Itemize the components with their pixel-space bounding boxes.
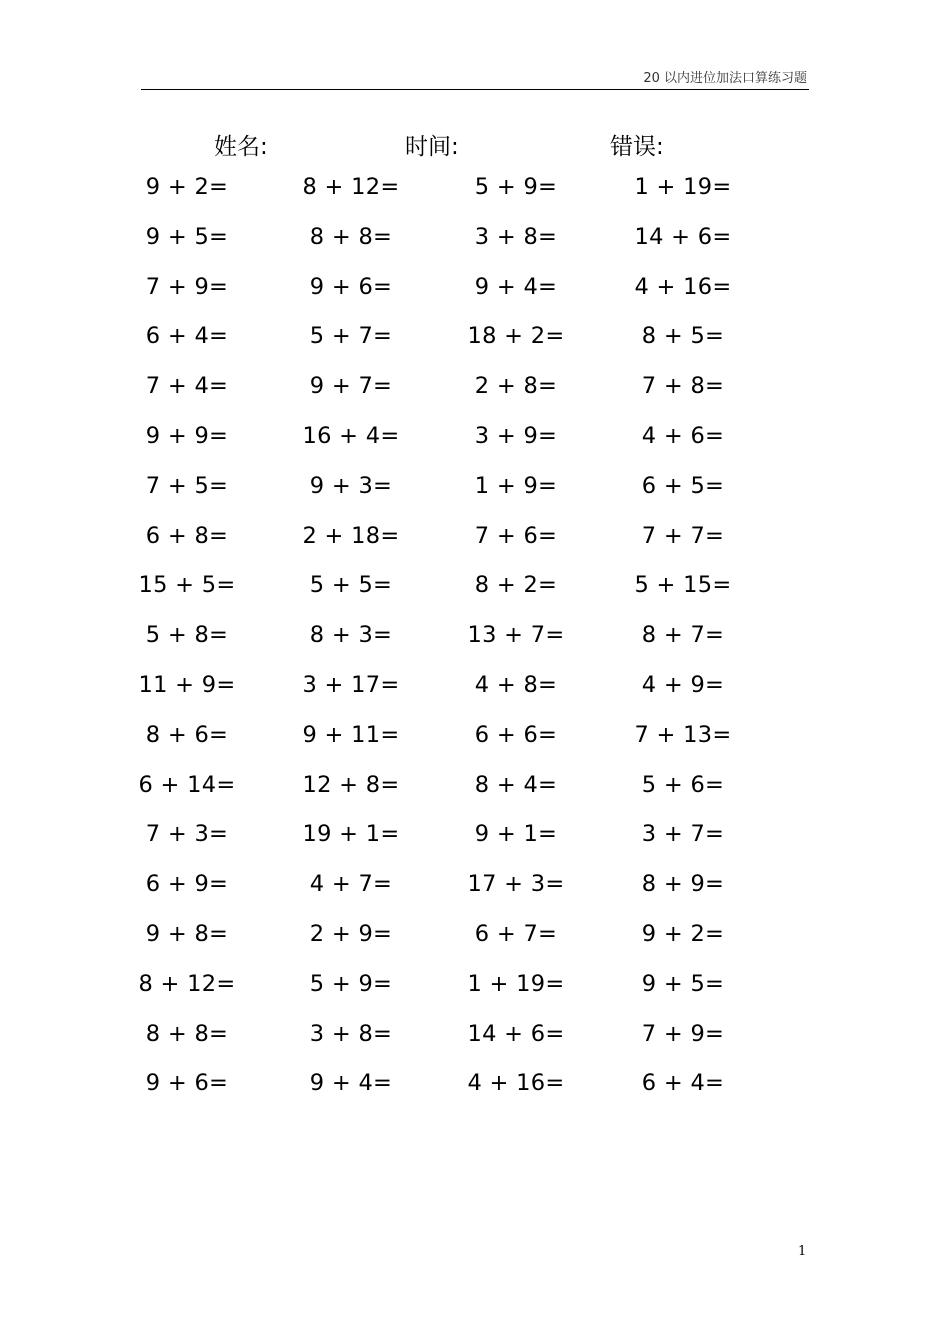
addition-problem: 4 + 8= bbox=[474, 671, 558, 698]
problem-row bbox=[0, 921, 950, 971]
addition-problem: 7 + 7= bbox=[641, 522, 725, 549]
addition-problem: 9 + 2= bbox=[145, 174, 229, 200]
addition-problem: 6 + 9= bbox=[145, 871, 229, 898]
addition-problem: 4 + 6= bbox=[641, 422, 725, 449]
problem-row bbox=[0, 672, 950, 722]
addition-problem: 8 + 2= bbox=[474, 572, 558, 599]
addition-problem: 1 + 9= bbox=[474, 472, 558, 499]
problem-row bbox=[0, 174, 950, 224]
addition-problem: 5 + 15= bbox=[634, 572, 732, 599]
addition-problem: 8 + 8= bbox=[145, 1020, 229, 1047]
addition-problem: 3 + 9= bbox=[474, 422, 558, 449]
addition-problem: 7 + 3= bbox=[145, 821, 229, 848]
addition-problem: 8 + 12= bbox=[302, 174, 400, 200]
addition-problem: 9 + 1= bbox=[474, 821, 558, 848]
problem-row bbox=[0, 423, 950, 473]
addition-problem: 5 + 9= bbox=[474, 174, 558, 200]
addition-problem: 9 + 11= bbox=[302, 721, 400, 748]
addition-problem: 7 + 5= bbox=[145, 472, 229, 499]
name-field-label: 姓名: bbox=[214, 134, 268, 160]
problem-row bbox=[0, 224, 950, 274]
addition-problem: 6 + 4= bbox=[145, 323, 229, 350]
addition-problem: 2 + 8= bbox=[474, 373, 558, 400]
addition-problem: 5 + 6= bbox=[641, 771, 725, 798]
addition-problem: 3 + 7= bbox=[641, 821, 725, 848]
addition-problem: 2 + 18= bbox=[302, 522, 400, 549]
problem-row bbox=[0, 1021, 950, 1071]
addition-problem: 14 + 6= bbox=[467, 1020, 565, 1047]
addition-problem: 8 + 3= bbox=[309, 622, 393, 649]
addition-problem: 8 + 6= bbox=[145, 721, 229, 748]
addition-problem: 9 + 5= bbox=[145, 223, 229, 250]
addition-problem: 6 + 14= bbox=[138, 771, 236, 798]
student-info-fields bbox=[0, 128, 950, 158]
addition-problem: 9 + 9= bbox=[145, 422, 229, 449]
addition-problem: 9 + 5= bbox=[641, 970, 725, 997]
addition-problem: 9 + 4= bbox=[474, 273, 558, 300]
addition-problem: 14 + 6= bbox=[634, 223, 732, 250]
addition-problem: 18 + 2= bbox=[467, 323, 565, 350]
addition-problem: 7 + 4= bbox=[145, 373, 229, 400]
addition-problem: 15 + 5= bbox=[138, 572, 236, 599]
addition-problem: 9 + 6= bbox=[309, 273, 393, 300]
addition-problem: 8 + 12= bbox=[138, 970, 236, 997]
time-field-label: 时间: bbox=[405, 134, 459, 160]
problem-row bbox=[0, 722, 950, 772]
addition-problem: 7 + 8= bbox=[641, 373, 725, 400]
problem-row bbox=[0, 971, 950, 1021]
addition-problem: 8 + 9= bbox=[641, 871, 725, 898]
addition-problem: 8 + 5= bbox=[641, 323, 725, 350]
addition-problem: 5 + 9= bbox=[309, 970, 393, 997]
addition-problem: 6 + 8= bbox=[145, 522, 229, 549]
addition-problem: 8 + 7= bbox=[641, 622, 725, 649]
addition-problem: 4 + 7= bbox=[309, 871, 393, 898]
addition-problem: 8 + 4= bbox=[474, 771, 558, 798]
problem-row bbox=[0, 1070, 950, 1120]
page-number: 1 bbox=[798, 1244, 807, 1259]
addition-problem: 5 + 8= bbox=[145, 622, 229, 649]
problem-row bbox=[0, 274, 950, 324]
addition-problem: 1 + 19= bbox=[634, 174, 732, 200]
addition-problem: 3 + 8= bbox=[309, 1020, 393, 1047]
errors-field-label: 错误: bbox=[610, 134, 664, 160]
addition-problem: 7 + 6= bbox=[474, 522, 558, 549]
problem-row bbox=[0, 323, 950, 373]
addition-problem: 6 + 5= bbox=[641, 472, 725, 499]
addition-problem: 6 + 4= bbox=[641, 1070, 725, 1097]
problem-row bbox=[0, 772, 950, 822]
addition-problem: 9 + 8= bbox=[145, 920, 229, 947]
addition-problem: 3 + 8= bbox=[474, 223, 558, 250]
problem-row bbox=[0, 572, 950, 622]
problem-grid bbox=[0, 174, 950, 1120]
addition-problem: 4 + 9= bbox=[641, 671, 725, 698]
problem-row bbox=[0, 871, 950, 921]
addition-problem: 12 + 8= bbox=[302, 771, 400, 798]
problem-row bbox=[0, 622, 950, 672]
addition-problem: 13 + 7= bbox=[467, 622, 565, 649]
addition-problem: 2 + 9= bbox=[309, 920, 393, 947]
problem-row bbox=[0, 373, 950, 423]
addition-problem: 9 + 6= bbox=[145, 1070, 229, 1097]
problem-row bbox=[0, 523, 950, 573]
addition-problem: 5 + 5= bbox=[309, 572, 393, 599]
addition-problem: 6 + 6= bbox=[474, 721, 558, 748]
header-rule bbox=[141, 89, 809, 90]
problem-row bbox=[0, 821, 950, 871]
addition-problem: 4 + 16= bbox=[634, 273, 732, 300]
addition-problem: 17 + 3= bbox=[467, 871, 565, 898]
header-title: 20 以内进位加法口算练习题 bbox=[643, 71, 807, 86]
addition-problem: 9 + 3= bbox=[309, 472, 393, 499]
addition-problem: 9 + 4= bbox=[309, 1070, 393, 1097]
problem-row bbox=[0, 473, 950, 523]
addition-problem: 7 + 13= bbox=[634, 721, 732, 748]
addition-problem: 8 + 8= bbox=[309, 223, 393, 250]
addition-problem: 7 + 9= bbox=[145, 273, 229, 300]
addition-problem: 5 + 7= bbox=[309, 323, 393, 350]
addition-problem: 16 + 4= bbox=[302, 422, 400, 449]
addition-problem: 4 + 16= bbox=[467, 1070, 565, 1097]
addition-problem: 11 + 9= bbox=[138, 671, 236, 698]
addition-problem: 1 + 19= bbox=[467, 970, 565, 997]
addition-problem: 7 + 9= bbox=[641, 1020, 725, 1047]
addition-problem: 9 + 2= bbox=[641, 920, 725, 947]
addition-problem: 3 + 17= bbox=[302, 671, 400, 698]
addition-problem: 19 + 1= bbox=[302, 821, 400, 848]
addition-problem: 9 + 7= bbox=[309, 373, 393, 400]
addition-problem: 6 + 7= bbox=[474, 920, 558, 947]
